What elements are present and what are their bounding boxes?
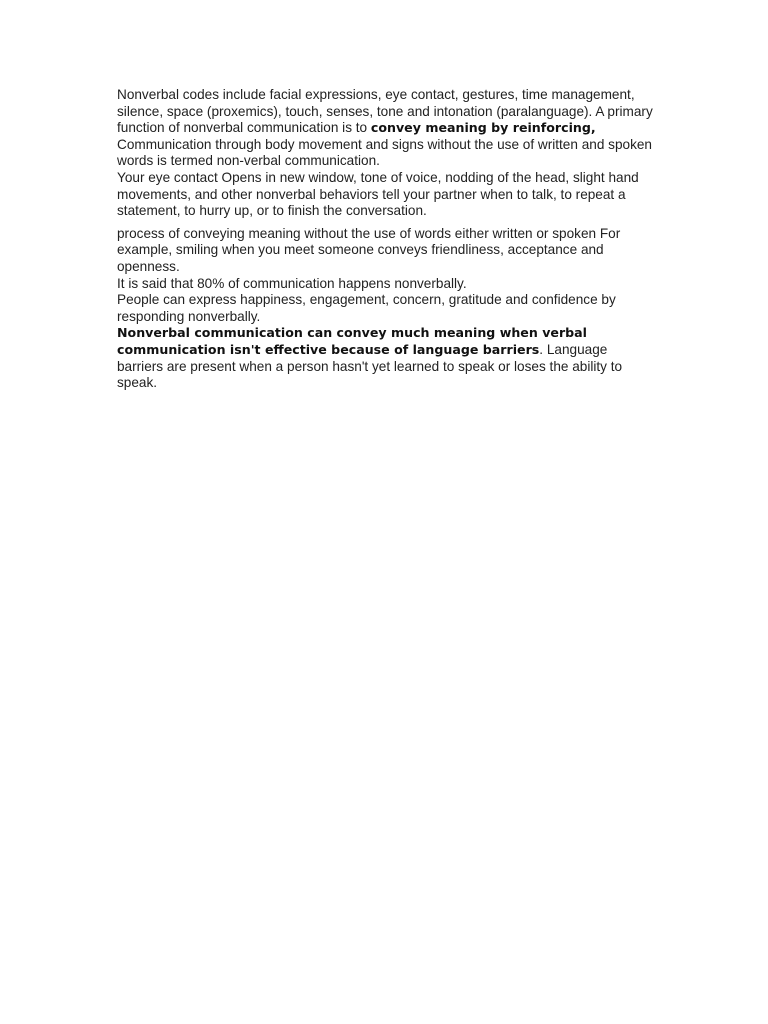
paragraph-express: People can express happiness, engagement, concern, gratitude and confidence by responding nonverbally. [117, 292, 616, 324]
emphasis-text: convey meaning by reinforcing, [370, 120, 596, 136]
paragraph-definition: Communication through body movement and signs without the use of written and spoken words is termed non-verbal communication. [117, 136, 652, 169]
paragraph-eye-contact: Your eye contact Opens in new window, tone of voice, nodding of the head, slight hand movements, and other nonverbal behaviors tell your partner when to talk, to repeat a statement, to hurry up, or to finish the conversation. [117, 169, 639, 219]
paragraph-nonverbal-codes [117, 87, 657, 137]
emphasis-text: Nonverbal communication can convey much meaning when verbal communication isn't effective because of language barriers [117, 325, 587, 357]
document-body [117, 87, 657, 392]
paragraph-language-barriers [117, 325, 657, 391]
paragraph-process: process of conveying meaning without the use of words either written or spoken For example, smiling when you meet someone conveys friendliness, acceptance and openness. [117, 225, 621, 274]
paragraph-text: . Language barriers are present when a person hasn't yet learned to speak or loses the ability to speak. [117, 341, 623, 391]
paragraph-text: Nonverbal codes include facial expressions, eye contact, gestures, time management, silence, space (proxemics), touch, senses, tone and intonation (paralanguage). A primary function of nonverbal communication is to [117, 87, 653, 136]
paragraph-statistic: It is said that 80% of communication happens nonverbally. [117, 275, 467, 291]
